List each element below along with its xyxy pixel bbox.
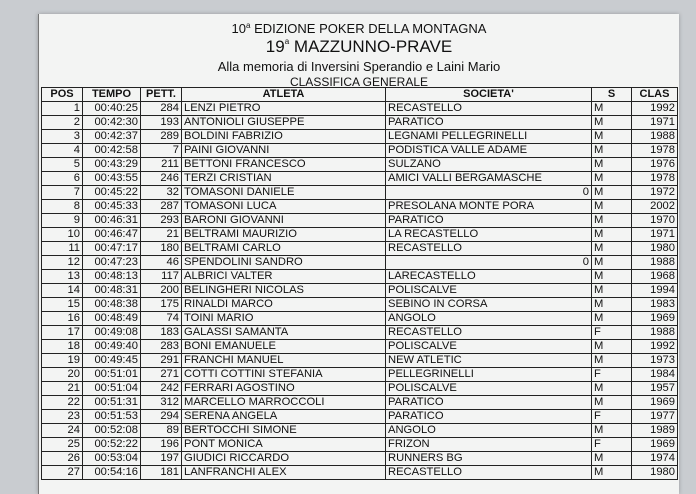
sex-cell: M xyxy=(592,116,632,130)
time-cell: 00:45:33 xyxy=(83,200,141,214)
birth-year-cell: 1984 xyxy=(632,368,678,382)
birth-year-cell: 1968 xyxy=(632,270,678,284)
club-cell: RECASTELLO xyxy=(386,102,592,116)
club-cell: LEGNAMI PELLEGRINELLI xyxy=(386,130,592,144)
sex-cell: M xyxy=(592,144,632,158)
position-cell: 16 xyxy=(42,312,83,326)
time-cell: 00:48:13 xyxy=(83,270,141,284)
bib-cell: 183 xyxy=(141,326,182,340)
birth-year-cell: 1976 xyxy=(632,158,678,172)
bib-cell: 117 xyxy=(141,270,182,284)
position-cell: 17 xyxy=(42,326,83,340)
athlete-cell: GALASSI SAMANTA xyxy=(182,326,386,340)
table-row xyxy=(42,214,678,228)
results-table xyxy=(41,87,678,480)
edition-title: 10$^a$ EDIZIONE POKER DELLA MONTAGNA xyxy=(231,21,487,36)
position-cell: 13 xyxy=(42,270,83,284)
athlete-cell: LENZI PIETRO xyxy=(182,102,386,116)
bib-cell: 74 xyxy=(141,312,182,326)
header-row xyxy=(42,88,678,102)
birth-year-cell: 1988 xyxy=(632,256,678,270)
club-cell: LA RECASTELLO xyxy=(386,228,592,242)
table-row xyxy=(42,452,678,466)
athlete-cell: COTTI COTTINI STEFANIA xyxy=(182,368,386,382)
sex-cell: M xyxy=(592,186,632,200)
position-cell: 26 xyxy=(42,452,83,466)
club-cell: RECASTELLO xyxy=(386,326,592,340)
sex-cell: M xyxy=(592,172,632,186)
sex-cell: M xyxy=(592,382,632,396)
club-cell: NEW ATLETIC xyxy=(386,354,592,368)
position-cell: 21 xyxy=(42,382,83,396)
table-row xyxy=(42,382,678,396)
column-header-pett: PETT. xyxy=(141,88,182,102)
birth-year-cell: 1980 xyxy=(632,466,678,480)
bib-cell: 242 xyxy=(141,382,182,396)
column-header-sex: S xyxy=(592,88,632,102)
table-row xyxy=(42,312,678,326)
time-cell: 00:45:22 xyxy=(83,186,141,200)
birth-year-cell: 1992 xyxy=(632,340,678,354)
position-cell: 8 xyxy=(42,200,83,214)
bib-cell: 197 xyxy=(141,452,182,466)
athlete-cell: FRANCHI MANUEL xyxy=(182,354,386,368)
birth-year-cell: 1992 xyxy=(632,102,678,116)
position-cell: 4 xyxy=(42,144,83,158)
position-cell: 2 xyxy=(42,116,83,130)
time-cell: 00:51:53 xyxy=(83,410,141,424)
athlete-cell: SERENA ANGELA xyxy=(182,410,386,424)
position-cell: 10 xyxy=(42,228,83,242)
birth-year-cell: 1971 xyxy=(632,228,678,242)
table-row xyxy=(42,242,678,256)
athlete-cell: RINALDI MARCO xyxy=(182,298,386,312)
table-row xyxy=(42,368,678,382)
athlete-cell: BERTOCCHI SIMONE xyxy=(182,424,386,438)
document-header xyxy=(39,22,679,90)
birth-year-cell: 1969 xyxy=(632,312,678,326)
table-row xyxy=(42,354,678,368)
club-cell: ANGOLO xyxy=(386,424,592,438)
club-cell: ANGOLO xyxy=(386,312,592,326)
position-cell: 14 xyxy=(42,284,83,298)
time-cell: 00:40:25 xyxy=(83,102,141,116)
club-cell: RECASTELLO xyxy=(386,242,592,256)
results-sheet xyxy=(38,14,679,494)
time-cell: 00:51:01 xyxy=(83,368,141,382)
club-cell: AMICI VALLI BERGAMASCHE xyxy=(386,172,592,186)
position-cell: 7 xyxy=(42,186,83,200)
birth-year-cell: 2002 xyxy=(632,200,678,214)
table-row xyxy=(42,410,678,424)
athlete-cell: PONT MONICA xyxy=(182,438,386,452)
column-header-clas: CLAS xyxy=(632,88,678,102)
bib-cell: 211 xyxy=(141,158,182,172)
time-cell: 00:52:22 xyxy=(83,438,141,452)
position-cell: 24 xyxy=(42,424,83,438)
time-cell: 00:42:37 xyxy=(83,130,141,144)
sex-cell: M xyxy=(592,130,632,144)
club-cell: SULZANO xyxy=(386,158,592,172)
birth-year-cell: 1980 xyxy=(632,242,678,256)
time-cell: 00:49:45 xyxy=(83,354,141,368)
athlete-cell: ANTONIOLI GIUSEPPE xyxy=(182,116,386,130)
birth-year-cell: 1957 xyxy=(632,382,678,396)
position-cell: 6 xyxy=(42,172,83,186)
time-cell: 00:53:04 xyxy=(83,452,141,466)
athlete-cell: TERZI CRISTIAN xyxy=(182,172,386,186)
bib-cell: 46 xyxy=(141,256,182,270)
sex-cell: F xyxy=(592,410,632,424)
column-header-atleta: ATLETA xyxy=(182,88,386,102)
bib-cell: 294 xyxy=(141,410,182,424)
table-row xyxy=(42,438,678,452)
sex-cell: M xyxy=(592,200,632,214)
birth-year-cell: 1973 xyxy=(632,354,678,368)
bib-cell: 193 xyxy=(141,116,182,130)
club-cell: PARATICO xyxy=(386,396,592,410)
athlete-cell: TOMASONI DANIELE xyxy=(182,186,386,200)
athlete-cell: PAINI GIOVANNI xyxy=(182,144,386,158)
club-cell: PARATICO xyxy=(386,410,592,424)
athlete-cell: BARONI GIOVANNI xyxy=(182,214,386,228)
time-cell: 00:51:31 xyxy=(83,396,141,410)
sex-cell: M xyxy=(592,312,632,326)
table-row xyxy=(42,340,678,354)
club-cell: PELLEGRINELLI xyxy=(386,368,592,382)
position-cell: 23 xyxy=(42,410,83,424)
race-title: 19$^a$ MAZZUNNO-PRAVE xyxy=(265,37,453,56)
bib-cell: 180 xyxy=(141,242,182,256)
time-cell: 00:46:31 xyxy=(83,214,141,228)
bib-cell: 271 xyxy=(141,368,182,382)
club-cell: SEBINO IN CORSA xyxy=(386,298,592,312)
position-cell: 18 xyxy=(42,340,83,354)
athlete-cell: BELTRAMI CARLO xyxy=(182,242,386,256)
bib-cell: 32 xyxy=(141,186,182,200)
table-row xyxy=(42,326,678,340)
sex-cell: M xyxy=(592,340,632,354)
time-cell: 00:48:49 xyxy=(83,312,141,326)
club-cell: LARECASTELLO xyxy=(386,270,592,284)
birth-year-cell: 1970 xyxy=(632,214,678,228)
birth-year-cell: 1969 xyxy=(632,396,678,410)
sex-cell: M xyxy=(592,354,632,368)
position-cell: 12 xyxy=(42,256,83,270)
sex-cell: M xyxy=(592,256,632,270)
position-cell: 15 xyxy=(42,298,83,312)
column-header-tempo: TEMPO xyxy=(83,88,141,102)
time-cell: 00:42:30 xyxy=(83,116,141,130)
column-header-societa: SOCIETA' xyxy=(386,88,592,102)
sex-cell: M xyxy=(592,284,632,298)
bib-cell: 284 xyxy=(141,102,182,116)
position-cell: 5 xyxy=(42,158,83,172)
time-cell: 00:43:29 xyxy=(83,158,141,172)
club-cell: RECASTELLO xyxy=(386,466,592,480)
position-cell: 20 xyxy=(42,368,83,382)
athlete-cell: ALBRICI VALTER xyxy=(182,270,386,284)
athlete-cell: TOINI MARIO xyxy=(182,312,386,326)
sex-cell: M xyxy=(592,158,632,172)
club-cell: 0 xyxy=(386,256,592,270)
bib-cell: 196 xyxy=(141,438,182,452)
bib-cell: 283 xyxy=(141,340,182,354)
time-cell: 00:42:58 xyxy=(83,144,141,158)
position-cell: 19 xyxy=(42,354,83,368)
birth-year-cell: 1989 xyxy=(632,424,678,438)
sex-cell: M xyxy=(592,228,632,242)
time-cell: 00:48:31 xyxy=(83,284,141,298)
time-cell: 00:51:04 xyxy=(83,382,141,396)
time-cell: 00:48:38 xyxy=(83,298,141,312)
bib-cell: 287 xyxy=(141,200,182,214)
time-cell: 00:43:55 xyxy=(83,172,141,186)
club-cell: 0 xyxy=(386,186,592,200)
table-row xyxy=(42,298,678,312)
club-cell: PARATICO xyxy=(386,214,592,228)
memorial-subtitle: Alla memoria di Inversini Sperandio e Laini Mario xyxy=(217,59,501,74)
sex-cell: M xyxy=(592,298,632,312)
position-cell: 1 xyxy=(42,102,83,116)
time-cell: 00:49:08 xyxy=(83,326,141,340)
sex-cell: M xyxy=(592,466,632,480)
position-cell: 25 xyxy=(42,438,83,452)
table-row xyxy=(42,186,678,200)
position-cell: 3 xyxy=(42,130,83,144)
bib-cell: 291 xyxy=(141,354,182,368)
athlete-cell: GIUDICI RICCARDO xyxy=(182,452,386,466)
bib-cell: 289 xyxy=(141,130,182,144)
birth-year-cell: 1978 xyxy=(632,144,678,158)
table-row xyxy=(42,228,678,242)
birth-year-cell: 1994 xyxy=(632,284,678,298)
sex-cell: F xyxy=(592,438,632,452)
table-row xyxy=(42,466,678,480)
sex-cell: F xyxy=(592,326,632,340)
table-row xyxy=(42,158,678,172)
birth-year-cell: 1988 xyxy=(632,130,678,144)
birth-year-cell: 1969 xyxy=(632,438,678,452)
birth-year-cell: 1972 xyxy=(632,186,678,200)
athlete-cell: BOLDINI FABRIZIO xyxy=(182,130,386,144)
birth-year-cell: 1974 xyxy=(632,452,678,466)
bib-cell: 21 xyxy=(141,228,182,242)
athlete-cell: BELTRAMI MAURIZIO xyxy=(182,228,386,242)
athlete-cell: LANFRANCHI ALEX xyxy=(182,466,386,480)
birth-year-cell: 1983 xyxy=(632,298,678,312)
sex-cell: M xyxy=(592,452,632,466)
sex-cell: M xyxy=(592,270,632,284)
position-cell: 11 xyxy=(42,242,83,256)
bib-cell: 246 xyxy=(141,172,182,186)
sex-cell: M xyxy=(592,424,632,438)
club-cell: POLISCALVE xyxy=(386,382,592,396)
time-cell: 00:47:23 xyxy=(83,256,141,270)
time-cell: 00:47:17 xyxy=(83,242,141,256)
bib-cell: 181 xyxy=(141,466,182,480)
time-cell: 00:46:47 xyxy=(83,228,141,242)
birth-year-cell: 1978 xyxy=(632,172,678,186)
time-cell: 00:49:40 xyxy=(83,340,141,354)
time-cell: 00:52:08 xyxy=(83,424,141,438)
bib-cell: 7 xyxy=(141,144,182,158)
table-row xyxy=(42,424,678,438)
club-cell: PRESOLANA MONTE PORA xyxy=(386,200,592,214)
birth-year-cell: 1988 xyxy=(632,326,678,340)
table-row xyxy=(42,172,678,186)
athlete-cell: BONI EMANUELE xyxy=(182,340,386,354)
position-cell: 27 xyxy=(42,466,83,480)
table-row xyxy=(42,102,678,116)
table-row xyxy=(42,270,678,284)
bib-cell: 175 xyxy=(141,298,182,312)
bib-cell: 200 xyxy=(141,284,182,298)
table-row xyxy=(42,284,678,298)
bib-cell: 312 xyxy=(141,396,182,410)
club-cell: PODISTICA VALLE ADAME xyxy=(386,144,592,158)
classification-title: CLASSIFICA GENERALE xyxy=(289,75,429,89)
club-cell: RUNNERS BG xyxy=(386,452,592,466)
birth-year-cell: 1977 xyxy=(632,410,678,424)
table-row xyxy=(42,130,678,144)
table-row xyxy=(42,396,678,410)
time-cell: 00:54:16 xyxy=(83,466,141,480)
sex-cell: M xyxy=(592,242,632,256)
birth-year-cell: 1971 xyxy=(632,116,678,130)
athlete-cell: TOMASONI LUCA xyxy=(182,200,386,214)
club-cell: POLISCALVE xyxy=(386,340,592,354)
table-row xyxy=(42,116,678,130)
bib-cell: 293 xyxy=(141,214,182,228)
club-cell: FRIZON xyxy=(386,438,592,452)
club-cell: PARATICO xyxy=(386,116,592,130)
sex-cell: M xyxy=(592,214,632,228)
table-row xyxy=(42,144,678,158)
athlete-cell: BELINGHERI NICOLAS xyxy=(182,284,386,298)
sex-cell: M xyxy=(592,102,632,116)
column-header-pos: POS xyxy=(42,88,83,102)
athlete-cell: BETTONI FRANCESCO xyxy=(182,158,386,172)
athlete-cell: SPENDOLINI SANDRO xyxy=(182,256,386,270)
athlete-cell: FERRARI AGOSTINO xyxy=(182,382,386,396)
position-cell: 9 xyxy=(42,214,83,228)
position-cell: 22 xyxy=(42,396,83,410)
table-row xyxy=(42,256,678,270)
athlete-cell: MARCELLO MARROCCOLI xyxy=(182,396,386,410)
sex-cell: M xyxy=(592,396,632,410)
bib-cell: 89 xyxy=(141,424,182,438)
sex-cell: F xyxy=(592,368,632,382)
club-cell: POLISCALVE xyxy=(386,284,592,298)
table-row xyxy=(42,200,678,214)
